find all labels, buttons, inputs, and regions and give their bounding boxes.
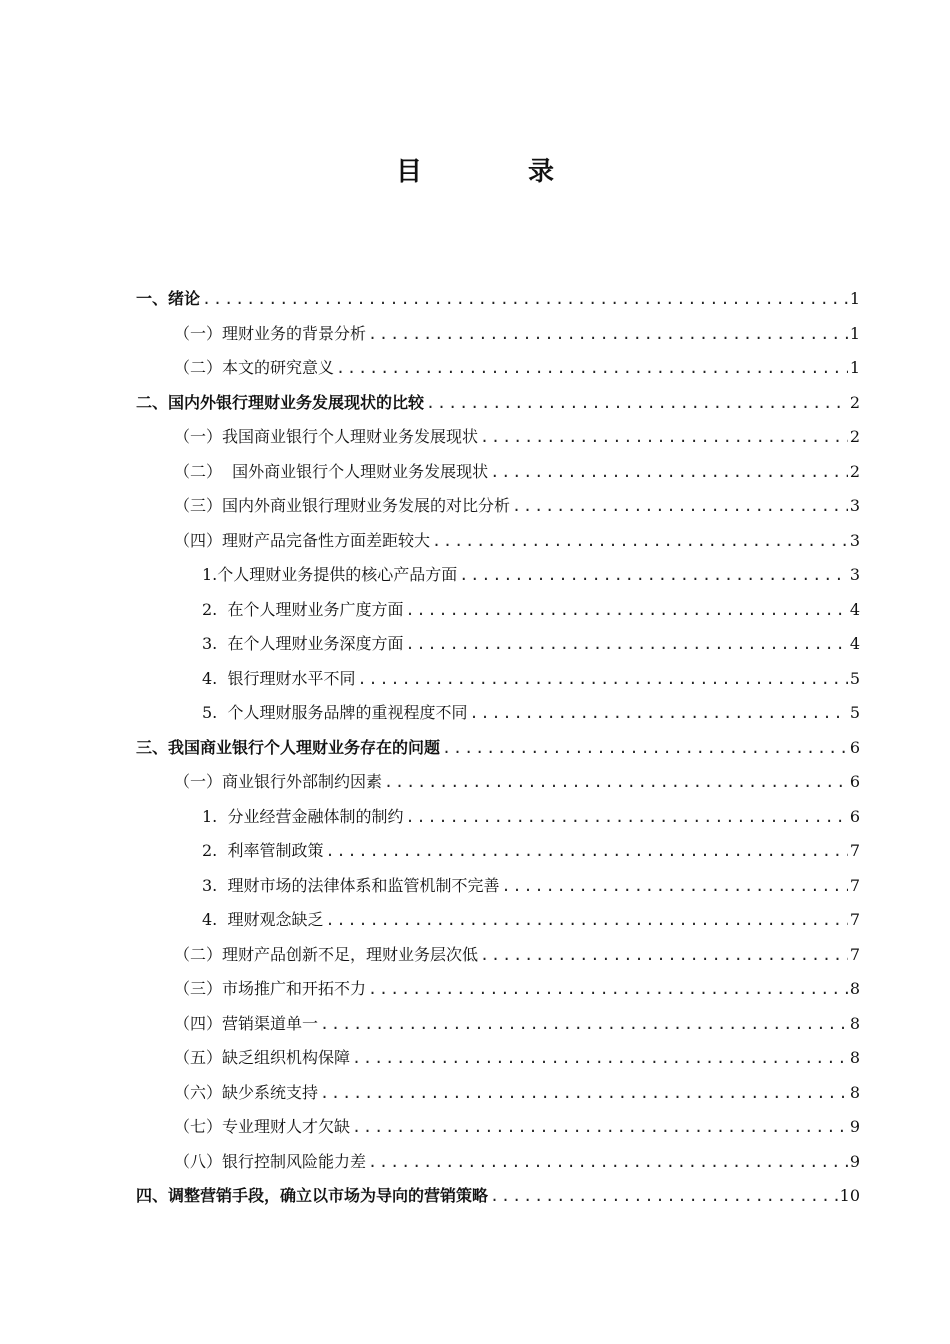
toc-entry-text: 四、调整营销手段，确立以市场为导向的营销策略 <box>136 1186 489 1205</box>
toc-entry[interactable] <box>136 420 860 455</box>
toc-entry-text: 1. 分业经营金融体制的制约 <box>202 806 404 826</box>
toc-entry-page-number: 1 <box>849 323 860 343</box>
toc-entry-page-number: 7 <box>849 841 860 860</box>
toc-entry[interactable] <box>136 593 860 628</box>
toc-entry-text: （四）理财产品完备性方面差距较大 <box>174 530 431 550</box>
toc-entry-text: 4. 理财观念缺乏 <box>202 910 324 929</box>
dot-leader <box>501 869 847 904</box>
toc-entry[interactable] <box>136 903 860 938</box>
toc-entry-page-number: 6 <box>849 772 860 791</box>
toc-entry[interactable] <box>136 1179 860 1214</box>
toc-entry-text: （八）银行控制风险能力差 <box>174 1151 367 1171</box>
toc-entry[interactable] <box>136 834 860 869</box>
toc-entry[interactable] <box>136 282 860 317</box>
toc-entry-page-number: 3 <box>849 496 860 515</box>
toc-entry[interactable] <box>136 696 860 731</box>
toc-entry-text: （一）我国商业银行个人理财业务发展现状 <box>174 427 479 446</box>
toc-title: 目 录 <box>395 157 594 187</box>
toc-entry-page-number: 8 <box>849 1082 860 1102</box>
toc-entry-text: 3. 在个人理财业务深度方面 <box>202 634 404 653</box>
toc-entry-page-number: 2 <box>849 427 860 446</box>
toc-entry-page-number: 7 <box>849 875 860 895</box>
dot-leader <box>352 1110 848 1145</box>
dot-leader <box>405 627 847 662</box>
toc-entry[interactable] <box>136 800 860 835</box>
toc-entry-text: （四）营销渠道单一 <box>174 1013 319 1033</box>
toc-entry[interactable] <box>136 1110 860 1145</box>
toc-entry-page-number: 2 <box>849 461 860 481</box>
toc-entry-text: 一、绪论 <box>136 289 201 308</box>
toc-entry[interactable] <box>136 627 860 662</box>
dot-leader <box>357 662 847 697</box>
toc-entry-text: （一）商业银行外部制约因素 <box>174 772 383 791</box>
toc-entry-page-number: 6 <box>849 737 860 757</box>
dot-leader <box>490 455 848 490</box>
toc-entry-page-number: 9 <box>849 1117 860 1136</box>
toc-entry-page-number: 3 <box>849 565 860 584</box>
dot-leader <box>325 903 847 938</box>
dot-leader <box>432 524 848 559</box>
table-of-contents <box>136 282 860 1214</box>
toc-entry[interactable] <box>136 1076 860 1111</box>
dot-leader <box>512 489 848 524</box>
toc-entry-page-number: 4 <box>849 599 860 619</box>
toc-entry[interactable] <box>136 351 860 386</box>
toc-entry-page-number: 9 <box>849 1151 860 1171</box>
toc-entry-page-number: 1 <box>849 358 860 377</box>
toc-entry[interactable] <box>136 1041 860 1076</box>
toc-entry-text: 2. 在个人理财业务广度方面 <box>202 599 404 619</box>
dot-leader <box>384 765 848 800</box>
dot-leader <box>405 800 847 835</box>
toc-entry[interactable] <box>136 972 860 1007</box>
toc-entry-page-number: 7 <box>849 944 860 964</box>
dot-leader <box>469 696 847 731</box>
toc-entry-text: （一）理财业务的背景分析 <box>174 323 367 343</box>
toc-entry-page-number: 10 <box>839 1186 860 1205</box>
toc-entry-text: （五）缺乏组织机构保障 <box>174 1048 351 1067</box>
toc-entry-text: 1.个人理财业务提供的核心产品方面 <box>202 565 458 584</box>
toc-entry-page-number: 4 <box>849 634 860 653</box>
dot-leader <box>336 351 848 386</box>
toc-entry[interactable] <box>136 869 860 904</box>
dot-leader <box>325 834 847 869</box>
toc-entry[interactable] <box>136 489 860 524</box>
toc-entry-text: 三、我国商业银行个人理财业务存在的问题 <box>136 737 441 757</box>
dot-leader <box>320 1076 848 1111</box>
toc-entry-text: 3. 理财市场的法律体系和监管机制不完善 <box>202 875 500 895</box>
toc-entry[interactable] <box>136 455 860 490</box>
toc-entry-page-number: 8 <box>849 1013 860 1033</box>
dot-leader <box>368 1145 848 1180</box>
dot-leader <box>405 593 847 628</box>
toc-entry[interactable] <box>136 765 860 800</box>
toc-entry[interactable] <box>136 938 860 973</box>
dot-leader <box>352 1041 848 1076</box>
toc-entry-page-number: 5 <box>849 703 860 722</box>
toc-entry-text: 二、国内外银行理财业务发展现状的比较 <box>136 392 425 412</box>
toc-entry-text: （二）理财产品创新不足，理财业务层次低 <box>174 944 479 964</box>
toc-entry[interactable] <box>136 731 860 766</box>
toc-entry[interactable] <box>136 524 860 559</box>
toc-entry[interactable] <box>136 1145 860 1180</box>
toc-entry[interactable] <box>136 558 860 593</box>
toc-entry[interactable] <box>136 662 860 697</box>
dot-leader <box>480 938 848 973</box>
toc-entry-text: （三）国内外商业银行理财业务发展的对比分析 <box>174 496 511 515</box>
toc-entry[interactable] <box>136 317 860 352</box>
dot-leader <box>320 1007 848 1042</box>
toc-entry-page-number: 8 <box>849 979 860 998</box>
toc-entry-text: （六）缺少系统支持 <box>174 1082 319 1102</box>
toc-entry-text: （二）本文的研究意义 <box>174 358 335 377</box>
toc-entry-text: 5. 个人理财服务品牌的重视程度不同 <box>202 703 468 722</box>
dot-leader <box>442 731 848 766</box>
dot-leader <box>459 558 848 593</box>
dot-leader <box>480 420 848 455</box>
dot-leader <box>368 317 848 352</box>
toc-entry-page-number: 2 <box>849 392 860 412</box>
toc-entry[interactable] <box>136 386 860 421</box>
toc-entry-text: 4. 银行理财水平不同 <box>202 668 356 688</box>
toc-entry-page-number: 8 <box>849 1048 860 1067</box>
dot-leader <box>426 386 848 421</box>
toc-entry-text: （三）市场推广和开拓不力 <box>174 979 367 998</box>
dot-leader <box>368 972 848 1007</box>
dot-leader <box>202 282 848 317</box>
toc-entry-page-number: 1 <box>849 289 860 308</box>
toc-entry[interactable] <box>136 1007 860 1042</box>
toc-entry-page-number: 5 <box>849 668 860 688</box>
toc-entry-page-number: 7 <box>849 910 860 929</box>
toc-entry-text: （七）专业理财人才欠缺 <box>174 1117 351 1136</box>
toc-entry-page-number: 3 <box>849 530 860 550</box>
toc-entry-page-number: 6 <box>849 806 860 826</box>
dot-leader <box>490 1179 838 1214</box>
toc-entry-text: （二） 国外商业银行个人理财业务发展现状 <box>174 461 489 481</box>
toc-entry-text: 2. 利率管制政策 <box>202 841 324 860</box>
